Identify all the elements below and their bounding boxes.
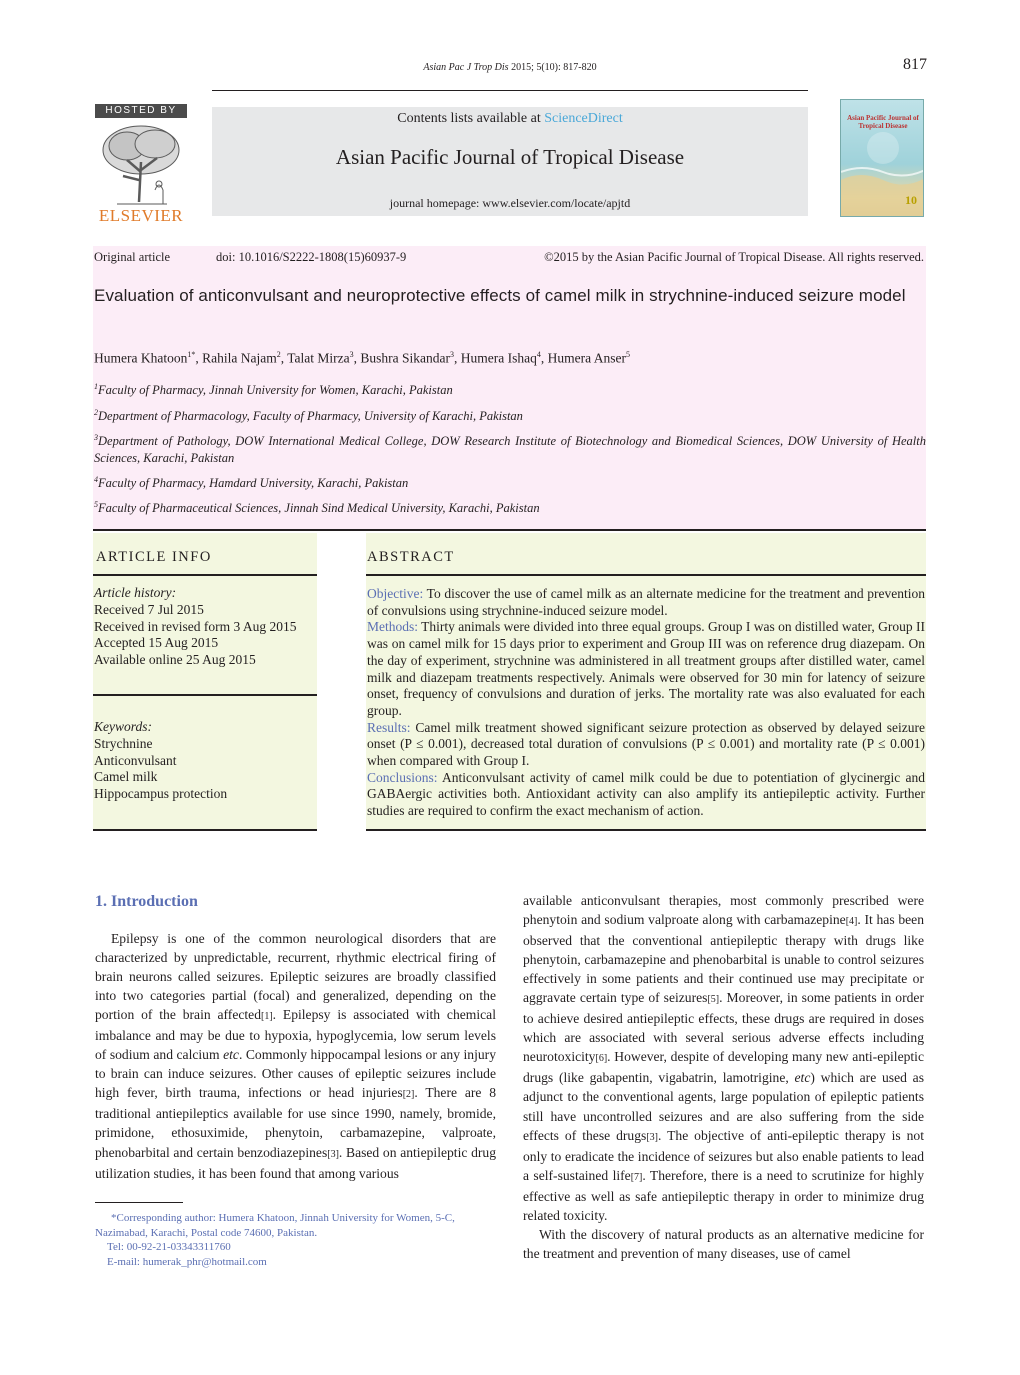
running-head xyxy=(300,62,720,73)
revised-date: Received in revised form 3 Aug 2015 xyxy=(94,618,297,634)
article-history xyxy=(94,585,296,669)
methods-text: Thirty animals were divided into three equal groups. Group I was on distilled water, Group II was on camel milk for 15 days prior to experiment and Group III was on reference drug diazepam. On the day of experiment, strychnine was administered in all treatment groups after distilled water, camel milk and diazepam treatments respectively. Animals were observed for 30 min for latency of seizure onset, frequency of convulsions and duration of jerks. The mortality rate was also evaluated for each group. xyxy=(367,619,925,718)
contents-line xyxy=(212,111,808,127)
objective-text: To discover the use of camel milk as an alternate medicine for the treatment and prevention of convulsions using strychnine-induced seizure model. xyxy=(367,586,925,618)
online-date: Available online 25 Aug 2015 xyxy=(94,652,256,668)
paragraph xyxy=(523,891,924,1225)
header-rule xyxy=(212,90,808,91)
text-run: . Epilepsy is associated with chemical imbalance and may be due to hypoxia, hypoglycemia, low serum levels of sodium and calcium xyxy=(95,1007,496,1063)
affiliation-num: 3 xyxy=(94,433,98,442)
author-sup: 2 xyxy=(276,350,281,359)
text-run: . Therefore, there is a need to scrutinize for highly effective as well as safe antiepileptic therapy in order to minimize drug related toxicity. xyxy=(523,1167,924,1223)
author[interactable]: Humera Khatoon xyxy=(94,350,188,366)
abstract-heading: ABSTRACT xyxy=(367,549,455,565)
citation-link[interactable]: [5] xyxy=(707,994,720,1006)
abstract-rule xyxy=(366,829,926,831)
keyword[interactable]: Strychnine xyxy=(94,735,153,751)
text-run: ) which are used as adjunct to the conventional agents, large population of epileptic patients still have uncontrolled seizures and are also suffering from the side effects of these drugs xyxy=(523,1070,924,1143)
affiliation-text: Faculty of Pharmacy, Hamdard University, Karachi, Pakistan xyxy=(98,476,409,491)
author-sup: 1* xyxy=(187,350,196,359)
text-run: . However, despite of developing many new anti-epileptic drugs (like gabapentin, vigabatrin, lamotrigine, xyxy=(523,1049,924,1086)
methods-label: Methods: xyxy=(367,619,419,635)
citation-link[interactable]: [1] xyxy=(261,1011,273,1023)
copyright: ©2015 by the Asian Pacific Journal of Tropical Disease. All rights reserved. xyxy=(544,250,924,264)
telephone: Tel: 00-92-21-03343311760 xyxy=(107,1241,231,1254)
affiliation xyxy=(94,379,926,399)
footnote-rule xyxy=(95,1202,183,1203)
text-run: . Commonly hippocampal lesions or any injury to brain can induce seizures. Other causes of epileptic seizures include high fever, birth trauma, infections or head injuries xyxy=(95,1047,496,1101)
text-run: . There are 8 traditional antiepileptics available for use since 1990, namely, bromide, primidone, ethosuximide, phenytoin, carbamazepine, valproate, phenobarbital and certain benzodiazepines xyxy=(95,1085,497,1160)
elsevier-wordmark: ELSEVIER xyxy=(98,206,184,225)
keywords xyxy=(94,719,227,803)
affiliation-num: 2 xyxy=(94,408,98,417)
affiliation xyxy=(94,497,926,517)
abstract-body xyxy=(367,586,925,820)
hosted-by-label: HOSTED BY xyxy=(95,104,187,118)
citation-link[interactable]: [7] xyxy=(630,1171,643,1183)
affiliation-text: Department of Pharmacology, Faculty of Pharmacy, University of Karachi, Pakistan xyxy=(98,409,523,424)
citation-link[interactable]: [4] xyxy=(845,916,858,928)
author[interactable]: Talat Mirza xyxy=(287,350,350,366)
article-info-rule xyxy=(93,829,317,831)
text-run: Epilepsy is one of the common neurological disorders that are characterized by unpredictable, recurrent, rhythmic electrical firing of brain neurons called seizures. Epileptic seizures are broadly classified into two categories partial (focal) and generalized, depending on the portion of the brain affected xyxy=(95,931,496,1023)
article-info-heading: ARTICLE INFO xyxy=(96,549,212,565)
abstract-rule xyxy=(366,574,926,576)
section-divider xyxy=(93,529,926,531)
citation-link[interactable]: [3] xyxy=(646,1131,658,1143)
text-run: . Based on antiepileptic drug utilization studies, it has been found that among various xyxy=(95,1144,496,1181)
article-info-rule xyxy=(93,574,317,576)
affiliation xyxy=(94,405,926,425)
affiliation-text: Faculty of Pharmacy, Jinnah University for Women, Karachi, Pakistan xyxy=(98,383,453,398)
author[interactable]: Humera Ishaq xyxy=(460,350,537,366)
paragraph: With the discovery of natural products as an alternative medicine for the treatment and prevention of many diseases, use of camel xyxy=(523,1226,924,1261)
doi[interactable]: doi: 10.1016/S2222-1808(15)60937-9 xyxy=(216,250,407,264)
text-run: etc xyxy=(794,1070,811,1086)
author-sup: 3 xyxy=(450,350,454,359)
article-info-box xyxy=(93,533,317,831)
results-label: Results: xyxy=(367,719,411,735)
author[interactable]: Humera Anser xyxy=(547,350,626,366)
citation-link[interactable]: [2] xyxy=(402,1089,415,1101)
contents-prefix: Contents lists available at xyxy=(397,111,545,126)
abstract-box xyxy=(366,533,926,831)
results-text: Camel milk treatment showed significant seizure protection as observed by delayed seizure onset (P ≤ 0.001), decreased total duration of convulsions (P ≤ 0.001) and mortality rate (P ≤ 0.001) when compared with Group I. xyxy=(367,719,925,769)
email-link[interactable]: E-mail: humerak_phr@hotmail.com xyxy=(107,1255,267,1268)
journal-homepage-link[interactable]: journal homepage: www.elsevier.com/locate/apjtd xyxy=(389,196,631,210)
conclusions-text: Anticonvulsant activity of camel milk could be due to potentiation of glycinergic and GABAergic activities both. Antioxidant activity can also amplify its antiepileptic activity. Further studies are required to confirm the exact mechanism of action. xyxy=(367,769,925,819)
keyword[interactable]: Anticonvulsant xyxy=(94,752,177,768)
text-run: etc xyxy=(223,1047,239,1063)
journal-cover-image[interactable] xyxy=(840,99,924,217)
author[interactable]: Bushra Sikandar xyxy=(360,350,450,366)
text-run: . It has been observed that the conventional antiepileptic therapy with drugs like phenytoin, carbamazepine and phenobarbital is unable to control seizures effectively in some patients and their continued use may precipitate or aggravate certain type of seizures xyxy=(523,912,924,1006)
article-info-rule xyxy=(93,694,317,696)
affiliation-num: 5 xyxy=(94,500,98,509)
text-run: . The objective of anti-epileptic therapy is not only to eradicate the incidence of seizures but also enable patients to lead a self-sustained life xyxy=(523,1127,924,1183)
affiliation xyxy=(94,430,926,466)
article-type: Original article xyxy=(94,250,171,264)
keywords-label: Keywords: xyxy=(94,719,152,734)
elsevier-logo[interactable] xyxy=(95,104,187,226)
page-number: 817 xyxy=(903,56,927,73)
author-sup: 5 xyxy=(625,350,630,359)
affiliation-text: Department of Pathology, DOW International Medical College, DOW Research Institute of Biotechnology and Biomedical Sciences, DOW University of Health Sciences, Karachi, Pakistan xyxy=(94,434,926,465)
author-list: Humera Khatoon$^{1*}$, Rahila Najam$^2$, Talat Mirza$^3$, Bushra Sikandar$^3$, Humera Ishaq$^4$, Humera Anser$^5$ xyxy=(94,350,630,366)
author-sup: 4 xyxy=(536,350,541,359)
running-head-volume: 2015; 5(10): 817-820 xyxy=(511,62,597,73)
running-head-journal: Asian Pac J Trop Dis xyxy=(423,62,509,73)
sciencedirect-link[interactable]: ScienceDirect xyxy=(544,111,623,126)
cover-issue-number: 10 xyxy=(905,193,917,207)
journal-title: Asian Pacific Journal of Tropical Disease xyxy=(335,145,685,169)
conclusions-label: Conclusions: xyxy=(367,769,438,785)
citation-link[interactable]: [3] xyxy=(327,1148,339,1160)
received-date: Received 7 Jul 2015 xyxy=(94,601,204,617)
corresponding-author: *Corresponding author: Humera Khatoon, Jinnah University for Women, 5-C, Nazimabad, Karachi, Postal code 74600, Pakistan. xyxy=(95,1212,455,1239)
text-run: available anticonvulsant therapies, most commonly prescribed were phenytoin and sodium valproate along with carbamazepine xyxy=(523,893,924,928)
cover-title: Asian Pacific Journal of Tropical Disease xyxy=(847,114,919,130)
keyword[interactable]: Camel milk xyxy=(94,769,158,785)
journal-banner xyxy=(212,107,808,216)
body-column-left xyxy=(95,929,496,1183)
accepted-date: Accepted 15 Aug 2015 xyxy=(94,635,219,651)
corresponding-author-footnote xyxy=(95,1211,496,1269)
history-label: Article history: xyxy=(94,585,177,600)
citation-link[interactable]: [6] xyxy=(595,1053,608,1065)
paragraph xyxy=(95,929,496,1183)
objective-label: Objective: xyxy=(367,586,424,601)
article-title: Evaluation of anticonvulsant and neuroprotective effects of camel milk in strychnine-induced seizure model xyxy=(94,286,906,305)
text-run: . Moreover, in some patients in order to achieve desired antiepileptic effects, these drugs are required in doses which are associated with several serious adverse effects including neurotoxicity xyxy=(523,990,924,1065)
elsevier-tree-icon xyxy=(97,120,185,208)
affiliation-text: Faculty of Pharmaceutical Sciences, Jinnah Sind Medical University, Karachi, Pakistan xyxy=(98,501,540,516)
body-column-right xyxy=(523,891,924,1263)
keyword[interactable]: Hippocampus protection xyxy=(94,786,228,802)
affiliation-num: 4 xyxy=(94,475,98,484)
affiliation-num: 1 xyxy=(94,382,98,391)
author-sup: 3 xyxy=(349,350,354,359)
author[interactable]: Rahila Najam xyxy=(202,350,277,366)
affiliation xyxy=(94,472,926,492)
introduction-heading: 1. Introduction xyxy=(95,893,198,910)
